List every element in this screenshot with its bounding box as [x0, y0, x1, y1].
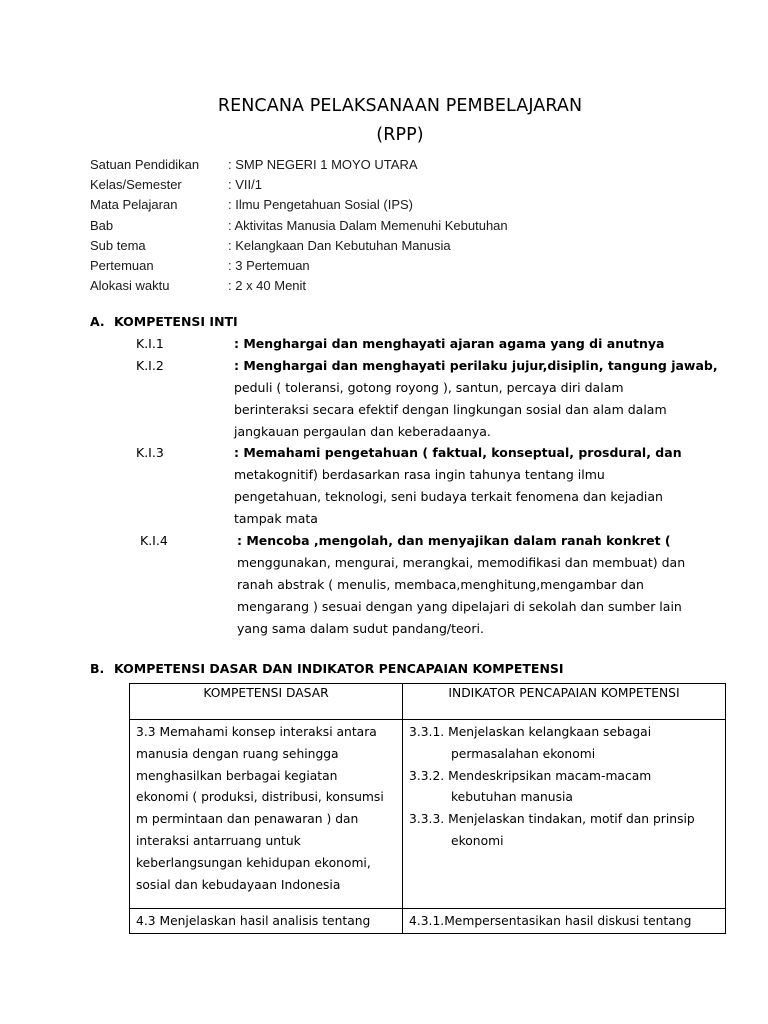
ipk-cell	[403, 909, 726, 934]
ki-text	[234, 333, 664, 355]
ki-line: menggunakan, mengurai, merangkai, memodifikasi dan membuat) dan	[237, 555, 686, 570]
identity-value: : Ilmu Pengetahuan Sosial (IPS)	[228, 197, 413, 213]
ki-line: : Menghargai dan menghayati ajaran agama yang di anutnya	[234, 336, 665, 351]
ki-code: K.I.4	[140, 533, 168, 548]
identity-value: : 2 x 40 Menit	[228, 278, 307, 294]
ki-line: ranah abstrak ( menulis, membaca,menghitung,mengambar dan	[237, 577, 644, 592]
kd-line: 4.3 Menjelaskan hasil analisis tentang	[136, 914, 371, 928]
ki-code: K.I.1	[136, 336, 164, 351]
identity-value: : SMP NEGERI 1 MOYO UTARA	[228, 157, 418, 172]
ipk-line: 4.3.1.Mempersentasikan hasil diskusi tentang	[409, 914, 692, 928]
competency-table	[129, 683, 726, 934]
kd-cell	[130, 909, 403, 934]
ki-line: tampak mata	[234, 511, 318, 526]
ki-line: pengetahuan, teknologi, seni budaya terkait fenomena dan kejadian	[234, 489, 663, 504]
identity-label: Sub tema	[90, 237, 146, 253]
table-row	[130, 909, 726, 934]
table-header-ipk: INDIKATOR PENCAPAIAN KOMPETENSI	[403, 684, 726, 720]
identity-label: Alokasi waktu	[90, 278, 170, 294]
identity-label: Bab	[90, 217, 114, 233]
ipk-cell	[403, 720, 726, 909]
table-row	[130, 720, 726, 909]
section-b-letter: B.	[90, 661, 105, 676]
kd-line: menghasilkan berbagai kegiatan	[136, 768, 338, 783]
kd-cell	[130, 720, 403, 909]
ki-line: berinteraksi secara efektif dengan lingkungan sosial dan alam dalam	[234, 402, 667, 417]
kd-line: manusia dengan ruang sehingga	[136, 746, 339, 761]
identity-value: : 3 Pertemuan	[228, 257, 310, 273]
section-b-heading	[90, 661, 564, 676]
table-header-row	[130, 684, 726, 720]
ki-code: K.I.3	[136, 445, 164, 460]
ipk-line: kebutuhan manusia	[451, 790, 573, 805]
ki-code: K.I.2	[136, 358, 164, 373]
ipk-line: 3.3.3. Menjelaskan tindakan, motif dan prinsip	[409, 812, 695, 827]
identity-label: Kelas/Semester	[90, 177, 182, 193]
ki-text	[234, 442, 682, 530]
ki-text	[237, 530, 685, 640]
identity-value: : Aktivitas Manusia Dalam Memenuhi Kebutuhan	[228, 217, 508, 233]
document-subtitle: (RPP)	[376, 125, 424, 145]
kd-line: m permintaan dan penawaran ) dan	[136, 812, 359, 827]
ipk-line: permasalahan ekonomi	[451, 746, 596, 761]
kd-line: interaksi antarruang untuk	[136, 833, 301, 848]
identity-label: Mata Pelajaran	[90, 197, 178, 213]
ki-line: jangkauan pergaulan dan keberadaanya.	[234, 424, 491, 439]
table-header-kd: KOMPETENSI DASAR	[130, 684, 403, 720]
identity-value: : VII/1	[228, 177, 262, 193]
identity-value: : Kelangkaan Dan Kebutuhan Manusia	[228, 237, 451, 253]
identity-label: Satuan Pendidikan	[90, 157, 200, 172]
section-a-title: KOMPETENSI INTI	[114, 314, 238, 329]
ki-line: peduli ( toleransi, gotong royong ), santun, percaya diri dalam	[234, 380, 624, 395]
section-a-heading	[90, 314, 238, 329]
kd-line: ekonomi ( produksi, distribusi, konsumsi	[136, 790, 384, 805]
ki-line: mengarang ) sesuai dengan yang dipelajari di sekolah dan sumber lain	[237, 599, 682, 614]
ki-line: metakognitif) berdasarkan rasa ingin tahunya tentang ilmu	[234, 467, 605, 482]
ki-line: yang sama dalam sudut pandang/teori.	[237, 621, 484, 636]
ipk-line: 3.3.2. Mendeskripsikan macam-macam	[409, 768, 652, 783]
kd-line: sosial dan kebudayaan Indonesia	[136, 877, 341, 892]
section-b-title: KOMPETENSI DASAR DAN INDIKATOR PENCAPAIAN KOMPETENSI	[114, 661, 564, 676]
identity-label: Pertemuan	[90, 257, 154, 273]
kd-line: keberlangsungan kehidupan ekonomi,	[136, 855, 371, 870]
ki-line: : Mencoba ,mengolah, dan menyajikan dalam ranah konkret (	[237, 533, 671, 548]
ki-line: : Memahami pengetahuan ( faktual, konseptual, prosdural, dan	[234, 445, 682, 460]
ki-line: : Menghargai dan menghayati perilaku jujur,disiplin, tangung jawab,	[234, 358, 718, 373]
section-a-letter: A.	[90, 314, 105, 329]
ki-text	[234, 355, 718, 443]
ipk-line: 3.3.1. Menjelaskan kelangkaan sebagai	[409, 725, 652, 739]
kd-line: 3.3 Memahami konsep interaksi antara	[136, 725, 377, 739]
ipk-line: ekonomi	[451, 833, 504, 848]
document-title: RENCANA PELAKSANAAN PEMBELAJARAN	[217, 96, 583, 116]
